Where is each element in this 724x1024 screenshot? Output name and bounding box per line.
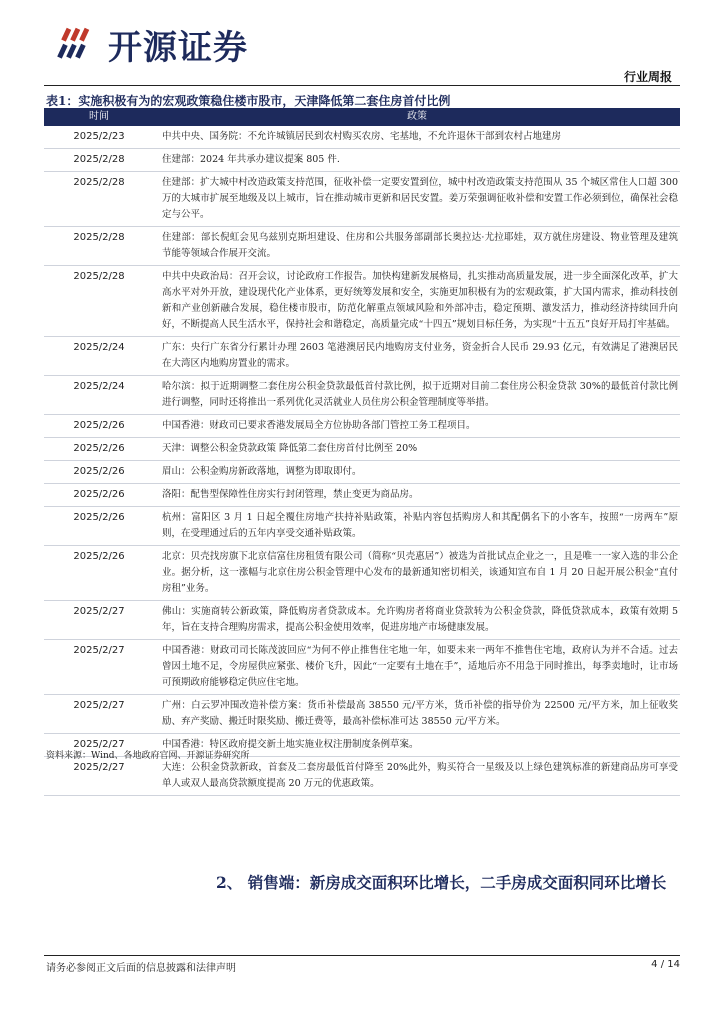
table-row bbox=[44, 484, 680, 507]
section-heading bbox=[216, 864, 686, 902]
row-date: 2025/2/27 bbox=[44, 640, 154, 695]
report-type-label: 行业周报 bbox=[623, 70, 672, 84]
page-number: 4 / 14 bbox=[651, 959, 680, 970]
page-header bbox=[0, 0, 724, 90]
row-date: 2025/2/26 bbox=[44, 546, 154, 601]
table-title: 表1：实施积极有为的宏观政策稳住楼市股市，天津降低第二套住房首付比例 bbox=[46, 94, 451, 108]
policy-table bbox=[44, 108, 680, 796]
row-date: 2025/2/27 bbox=[44, 757, 154, 796]
table-row bbox=[44, 415, 680, 438]
section-title: 销售端：新房成交面积环比增长，二手房成交面积同环比增长 bbox=[247, 873, 667, 892]
row-policy: 住建部：部长倪虹会见乌兹别克斯坦建设、住房和公共服务部副部长奥拉达·尤拉耶娃，双方就住房建设、物业管理及建筑节能等领域合作展开交流。 bbox=[154, 227, 680, 266]
row-policy: 中国香港：特区政府提交新土地实施业权注册制度条例草案。 bbox=[154, 734, 680, 757]
table-row bbox=[44, 546, 680, 601]
row-policy: 住建部：2024 年共承办建议提案 805 件. bbox=[154, 149, 680, 172]
logo-mark-icon bbox=[56, 24, 100, 64]
row-policy: 佛山：实施商转公新政策，降低购房者贷款成本。允许购房者将商业贷款转为公积金贷款，降低贷款成本，政策有效期 5 年，旨在支持合理购房需求，提高公积金使用效率，促进房地产市场健康发展。 bbox=[154, 601, 680, 640]
column-header-time: 时间 bbox=[44, 108, 154, 126]
row-date: 2025/2/27 bbox=[44, 695, 154, 734]
row-date: 2025/2/27 bbox=[44, 734, 154, 757]
footer-divider bbox=[44, 955, 680, 956]
table-row bbox=[44, 172, 680, 227]
table-row bbox=[44, 507, 680, 546]
row-policy: 杭州：富阳区 3 月 1 日起全覆住房地产扶持补贴政策，补贴内容包括购房人和其配偶名下的小客车，按照“一房两车”原则，在受理通过后的五年内享受交通补贴政策。 bbox=[154, 507, 680, 546]
row-policy: 广州：白云罗冲围改造补偿方案：货币补偿最高 38550 元/平方米，货币补偿的指导价为 22500 元/平方米，加上征收奖励、弃产奖励、搬迁时限奖励、搬迁费等，最高补偿标准可达 38550 元/平方米。 bbox=[154, 695, 680, 734]
row-date: 2025/2/28 bbox=[44, 266, 154, 337]
row-date: 2025/2/28 bbox=[44, 227, 154, 266]
row-policy: 大连：公积金贷款新政，首套及二套房最低首付降至 20%此外，购买符合一星级及以上绿色建筑标准的新建商品房可享受单人或双人最高贷款额度提高 20 万元的优惠政策。 bbox=[154, 757, 680, 796]
row-policy: 北京：贝壳找房旗下北京信富住房租赁有限公司（简称“贝壳惠居”）被选为首批试点企业之一，且是唯一一家入选的非公企业。据分析，这一涨幅与北京住房公积金管理中心发布的最新通知密切相关，该通知宣布自 1 月 20 日起开展公积金“直付房租”业务。 bbox=[154, 546, 680, 601]
source-note: 资料来源：Wind、各地政府官网、开源证券研究所 bbox=[46, 751, 250, 761]
row-policy: 广东：央行广东省分行累计办理 2603 笔港澳居民内地购房支付业务，资金折合人民币 29.93 亿元，有效满足了港澳居民在大湾区内地购房置业的需求。 bbox=[154, 337, 680, 376]
row-policy: 哈尔滨：拟于近期调整二套住房公积金贷款最低首付款比例，拟于近期对目前二套住房公积金贷款 30%的最低首付款比例进行调整，同时还将推出一系列优化灵活就业人员住房公积金管理制度等举措。 bbox=[154, 376, 680, 415]
table-row bbox=[44, 126, 680, 149]
row-date: 2025/2/26 bbox=[44, 484, 154, 507]
row-policy: 天津：调整公积金贷款政策 降低第二套住房首付比例至 20% bbox=[154, 438, 680, 461]
table-row bbox=[44, 640, 680, 695]
row-policy: 住建部：扩大城中村改造政策支持范围，征收补偿一定要安置到位，城中村改造政策支持范围从 35 个城区常住人口超 300 万的大城市扩展至地级及以上城市，旨在推动城市更新和居民安置。姜万荣强调征收补偿和安置工作必须到位，确保社会稳定与公平。 bbox=[154, 172, 680, 227]
row-date: 2025/2/26 bbox=[44, 415, 154, 438]
row-date: 2025/2/23 bbox=[44, 126, 154, 149]
row-date: 2025/2/26 bbox=[44, 438, 154, 461]
header-divider bbox=[44, 85, 680, 86]
row-date: 2025/2/27 bbox=[44, 601, 154, 640]
row-date: 2025/2/26 bbox=[44, 507, 154, 546]
row-date: 2025/2/28 bbox=[44, 149, 154, 172]
row-policy: 中国香港：财政司司长陈茂波回应“为何不停止推售住宅地一年，如要未来一两年不推售住宅地，政府认为并不合适。过去曾因土地不足，令房屋供应紧张、楼价飞升，因此“一定要有土地在手”，适地后亦不用急于同时推出，每季卖地时，让市场可预期政府能够稳定供应住宅地。 bbox=[154, 640, 680, 695]
table-row bbox=[44, 461, 680, 484]
row-policy: 眉山：公积金购房新政落地，调整为即取即付。 bbox=[154, 461, 680, 484]
column-header-policy: 政策 bbox=[154, 108, 680, 126]
table-row bbox=[44, 438, 680, 461]
row-date: 2025/2/26 bbox=[44, 461, 154, 484]
table-body bbox=[44, 126, 680, 796]
row-policy: 中国香港：财政司已要求香港发展局全方位协助各部门管控工务工程项目。 bbox=[154, 415, 680, 438]
row-policy: 洛阳：配售型保障性住房实行封闭管理，禁止变更为商品房。 bbox=[154, 484, 680, 507]
table-row bbox=[44, 337, 680, 376]
table-header-row bbox=[44, 108, 680, 126]
row-date: 2025/2/24 bbox=[44, 376, 154, 415]
table-row bbox=[44, 227, 680, 266]
table-row bbox=[44, 266, 680, 337]
footer-disclaimer: 请务必参阅正文后面的信息披露和法律声明 bbox=[46, 963, 236, 974]
table-row bbox=[44, 376, 680, 415]
section-number: 2、 bbox=[216, 873, 243, 892]
table-row bbox=[44, 601, 680, 640]
row-policy: 中共中央政治局：召开会议，讨论政府工作报告。加快构建新发展格局，扎实推动高质量发展，进一步全面深化改革，扩大高水平对外开放，建设现代化产业体系，更好统筹发展和安全，实施更加积极有为的宏观政策，扩大国内需求，推动科技创新和产业创新融合发展，稳住楼市股市，防范化解重点领域风险和外部冲击，稳定预期、激发活力，推动经济持续回升向好，不断提高人民生活水平，保持社会和谐稳定，高质量完成“十四五”规划目标任务，为实现“十五五”良好开局打牢基础。 bbox=[154, 266, 680, 337]
table-row bbox=[44, 695, 680, 734]
row-policy: 中共中央、国务院：不允许城镇居民到农村购买农房、宅基地，不允许退休干部到农村占地建房 bbox=[154, 126, 680, 149]
table-row bbox=[44, 757, 680, 796]
brand-logo bbox=[56, 22, 248, 66]
table-row bbox=[44, 149, 680, 172]
logo-text: 开源证券 bbox=[108, 27, 248, 68]
row-date: 2025/2/24 bbox=[44, 337, 154, 376]
row-date: 2025/2/28 bbox=[44, 172, 154, 227]
